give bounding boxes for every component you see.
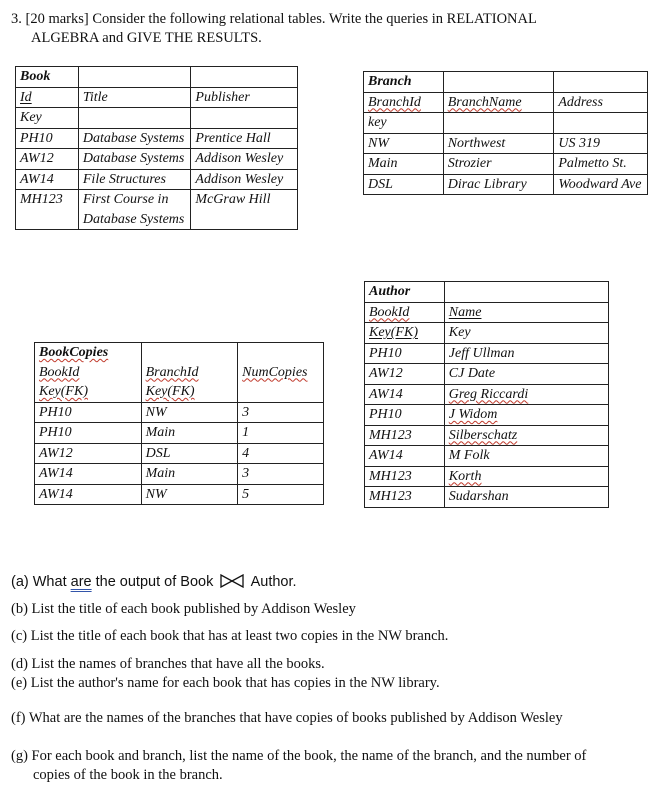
- author-name: Greg Riccardi: [448, 386, 529, 402]
- author-bookid: PH10: [365, 343, 445, 364]
- book-table: [15, 66, 298, 230]
- question-a: [11, 573, 641, 592]
- author-key-2: Key: [444, 323, 608, 344]
- bookcopies-bookid: AW12: [35, 443, 142, 464]
- bookcopies-table: [34, 342, 324, 505]
- branch-name: Strozier: [443, 154, 554, 175]
- book-id: AW14: [16, 169, 79, 190]
- branch-name: Northwest: [443, 133, 554, 154]
- table-row: [365, 446, 609, 467]
- author-name: J Widom: [448, 407, 498, 422]
- table-row: [365, 343, 609, 364]
- bookcopies-branchid: DSL: [141, 443, 238, 464]
- branch-col-id: BranchId: [368, 94, 421, 110]
- book-col-title: Title: [78, 87, 191, 108]
- book-col-publisher: Publisher: [191, 87, 298, 108]
- bookcopies-num: 5: [238, 484, 324, 505]
- branch-address: US 319: [554, 133, 648, 154]
- table-row: [365, 487, 609, 508]
- branch-address: Palmetto St.: [554, 154, 648, 175]
- table-row: [35, 464, 324, 485]
- question-line-1: 3. [20 marks] Consider the following relational tables. Write the queries in RELATIONAL: [11, 11, 537, 27]
- question-header: [11, 10, 651, 48]
- bookcopies-bookid: AW14: [35, 484, 142, 505]
- table-row: [365, 364, 609, 385]
- question-line-2: ALGEBRA and GIVE THE RESULTS.: [31, 30, 262, 46]
- question-g: [11, 747, 611, 785]
- bookcopies-bookid: AW14: [35, 464, 142, 485]
- author-name: Silberschatz: [448, 427, 518, 443]
- question-a-are: are: [70, 574, 92, 590]
- author-bookid: MH123: [365, 487, 445, 508]
- author-name: Jeff Ullman: [444, 343, 608, 364]
- question-d: (d) List the names of branches that have all the books.: [11, 656, 325, 672]
- question-g-text: (g) For each book and branch, list the name of the book, the name of the branch, and the number of copies of the book in the branch.: [11, 748, 587, 783]
- author-bookid: MH123: [365, 466, 445, 487]
- question-c: (c) List the title of each book that has at least two copies in the NW branch.: [11, 628, 449, 644]
- book-col-id: Id: [20, 89, 32, 105]
- branch-table: [363, 71, 648, 195]
- table-row: [35, 402, 324, 423]
- table-row: [16, 169, 298, 190]
- question-b: (b) List the title of each book published by Addison Wesley: [11, 601, 356, 617]
- branch-col-name: BranchName: [447, 94, 522, 110]
- branch-col-address: Address: [554, 92, 648, 113]
- table-row: [16, 128, 298, 149]
- branch-name: Dirac Library: [443, 174, 554, 195]
- question-f: [11, 709, 601, 728]
- author-bookid: PH10: [365, 405, 445, 426]
- question-e: (e) List the author's name for each book that has copies in the NW library.: [11, 675, 440, 691]
- author-bookid: MH123: [365, 425, 445, 446]
- author-col-name: Name: [448, 304, 482, 320]
- book-table-name: Book: [16, 67, 79, 88]
- bookcopies-col-numcopies: NumCopies: [242, 364, 308, 380]
- table-row: [35, 484, 324, 505]
- bookcopies-bookid: PH10: [35, 423, 142, 444]
- question-f-text: (f) What are the names of the branches that have copies of books published by Addison Wesley: [11, 710, 563, 726]
- bookcopies-num: 3: [238, 402, 324, 423]
- book-publisher: Addison Wesley: [191, 169, 298, 190]
- book-title: Database Systems: [78, 149, 191, 170]
- table-row: [364, 174, 648, 195]
- book-title: Database Systems: [78, 128, 191, 149]
- table-row: [365, 405, 609, 426]
- bookcopies-bookid: PH10: [35, 402, 142, 423]
- bookcopies-col-branchid: BranchId: [145, 364, 199, 380]
- author-key-1: Key(FK): [369, 325, 418, 340]
- author-name: M Folk: [444, 446, 608, 467]
- table-row: [365, 425, 609, 446]
- book-publisher: Addison Wesley: [191, 149, 298, 170]
- bookcopies-num: 1: [238, 423, 324, 444]
- author-table: [364, 281, 609, 508]
- table-row: [364, 154, 648, 175]
- branch-address: Woodward Ave: [554, 174, 648, 195]
- author-name: Korth: [448, 468, 482, 484]
- book-publisher: Prentice Hall: [191, 128, 298, 149]
- table-row: [365, 466, 609, 487]
- branch-table-name: Branch: [364, 72, 444, 93]
- author-name: CJ Date: [444, 364, 608, 385]
- book-publisher: McGraw Hill: [191, 190, 298, 230]
- author-col-bookid: BookId: [369, 304, 410, 320]
- author-bookid: AW12: [365, 364, 445, 385]
- author-table-name: Author: [365, 282, 445, 303]
- question-a-middle: the output of Book: [91, 574, 218, 590]
- question-a-suffix: Author.: [247, 574, 297, 590]
- bookcopies-branchid: NW: [141, 402, 238, 423]
- branch-key-label: key: [364, 113, 444, 134]
- branch-id: DSL: [364, 174, 444, 195]
- natural-join-icon: [219, 574, 245, 588]
- table-row: [16, 149, 298, 170]
- bookcopies-col-bookid: BookId: [39, 364, 80, 380]
- book-id: MH123: [16, 190, 79, 230]
- author-bookid: AW14: [365, 446, 445, 467]
- table-row: [364, 133, 648, 154]
- bookcopies-branchid: Main: [141, 423, 238, 444]
- bookcopies-branchid: Main: [141, 464, 238, 485]
- book-title: First Course in Database Systems: [78, 190, 191, 230]
- branch-id: Main: [364, 154, 444, 175]
- book-id: AW12: [16, 149, 79, 170]
- author-bookid: AW14: [365, 384, 445, 405]
- author-name: Sudarshan: [444, 487, 608, 508]
- book-id: PH10: [16, 128, 79, 149]
- bookcopies-branchid: NW: [141, 484, 238, 505]
- bookcopies-table-name: BookCopies: [39, 345, 109, 360]
- question-a-prefix: (a) What: [11, 574, 71, 590]
- bookcopies-key-2: Key(FK): [145, 384, 195, 399]
- bookcopies-num: 4: [238, 443, 324, 464]
- bookcopies-key-1: Key(FK): [39, 384, 88, 399]
- bookcopies-num: 3: [238, 464, 324, 485]
- branch-id: NW: [364, 133, 444, 154]
- book-title: File Structures: [78, 169, 191, 190]
- table-row: [16, 190, 298, 230]
- book-key-label: Key: [16, 108, 79, 129]
- table-row: [35, 443, 324, 464]
- table-row: [365, 384, 609, 405]
- table-row: [35, 423, 324, 444]
